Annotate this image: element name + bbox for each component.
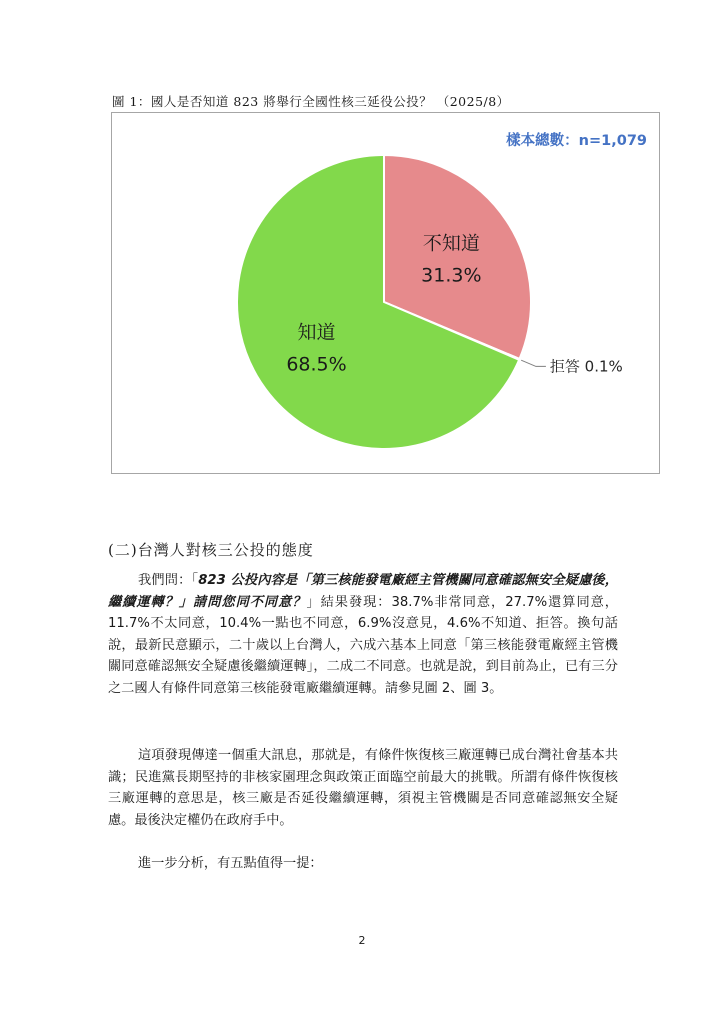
pie-value-label-2: 68.5% [286,353,347,376]
pie-category-label-0: 不知道 [422,232,480,255]
paragraph-result-text: 」結果發現：38.7%非常同意，27.7%還算同意，11.7%不太同意，10.4%一點也不同意，6.9%沒意見，4.6%不知道、拒答。換句話說，最新民意顯示，二十歲以上台灣人，六成六基本上同意「第三核能發電廠經主管機關同意確認無安全疑慮後繼續運轉」，二成二不同意。也就是說，到目前為止，已有三分之二國人有條件同意第三核能發電廠繼續運轉。請參見圖 2、圖 3。 [108,594,618,696]
pie-category-label-2: 知道 [297,321,336,344]
paragraph-further-analysis: 進一步分析，有五點值得一提： [138,856,323,871]
figure-caption: 圖 1：國人是否知道 823 將舉行全國性核三延役公投？ （2025/8） [112,94,510,109]
page-number: 2 [358,934,366,947]
section-heading: (二)台灣人對核三公投的態度 [108,541,314,559]
pie-chart-frame [111,112,660,474]
sample-size-label: 樣本總數：n=1,079 [506,133,647,149]
paragraph-significance: 這項發現傳達一個重大訊息，那就是，有條件恢復核三廠運轉已成台灣社會基本共識；民進黨長期堅持的非核家園理念與政策正面臨空前最大的挑戰。所謂有條件恢復核三廠運轉的意思是，核三廠是否延役繼續運轉，須視主管機關是否同意確認無安全疑慮。最後決定權仍在政府手中。 [108,748,618,828]
survey-question: 823 公投內容是「第三核能發電廠經主管機關同意確認無安全疑慮後，繼續運轉？」請問您同不同意？ [108,573,618,610]
pie-label-1: 拒答 0.1% [549,357,623,376]
pie-value-label-0: 31.3% [421,264,482,287]
paragraph-survey-result [108,570,618,699]
pie-leader-line-1 [521,360,546,366]
paragraph-lead: 我們問：「 [138,573,199,588]
pie-chart [112,113,661,475]
